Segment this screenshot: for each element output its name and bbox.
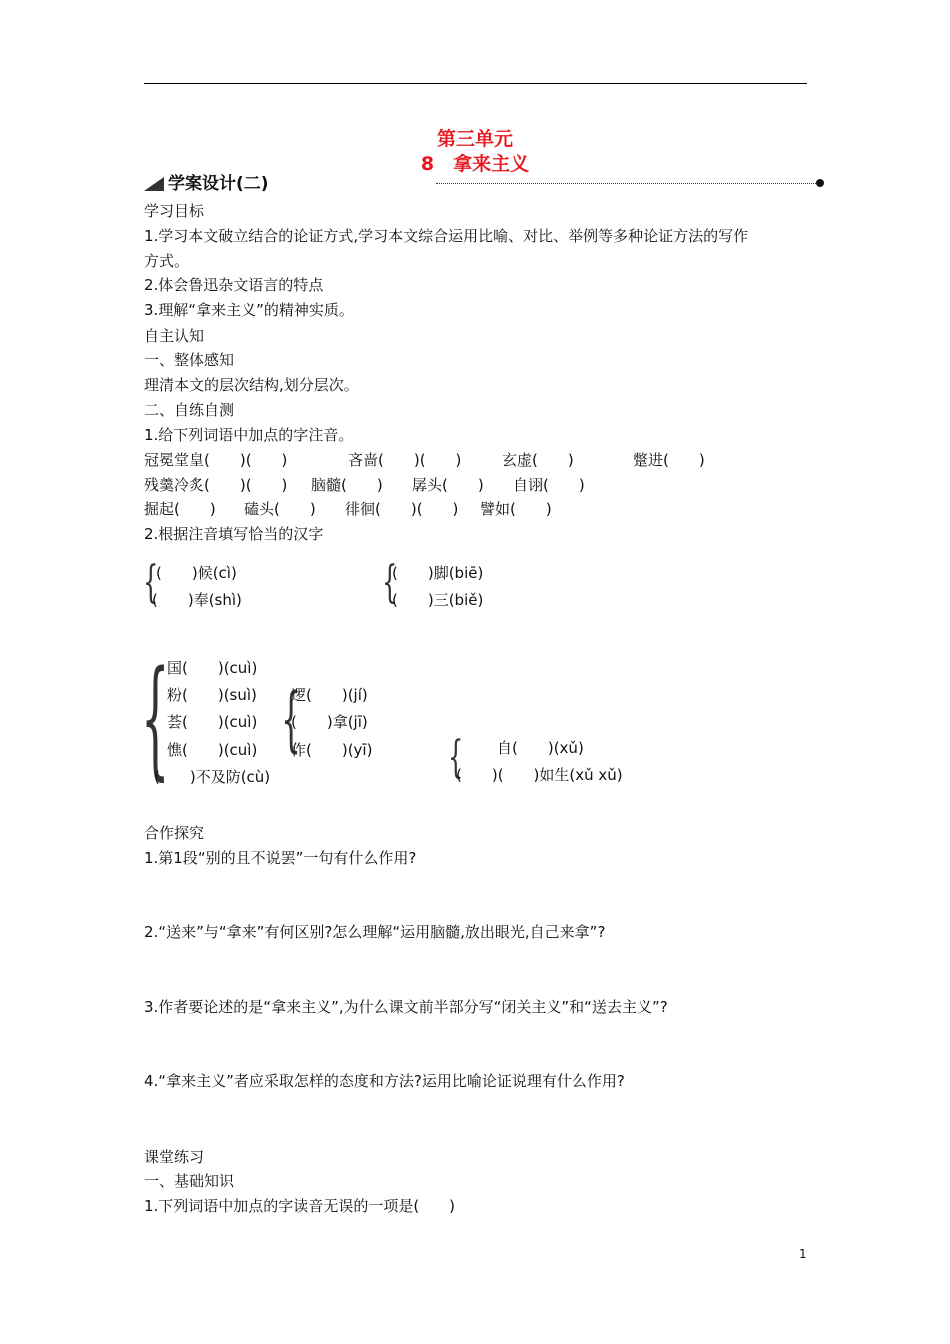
char-item: 荟( )(cuì): [167, 713, 258, 731]
char-item: 逻( )(jí): [291, 686, 368, 704]
char-item: ( )拿(jī): [291, 713, 368, 731]
char-item: ( )候(cì): [156, 564, 237, 582]
char-item: ( )奉(shì): [152, 591, 242, 609]
part1-heading: 一、整体感知: [144, 351, 235, 369]
header-rule: [144, 83, 807, 84]
pinyin-item: 冠冕堂皇( )( ): [144, 451, 288, 469]
brace: {: [448, 732, 464, 783]
page-number: 1: [799, 1247, 807, 1261]
brace: {: [141, 644, 170, 793]
pinyin-item: 孱头( ): [412, 476, 484, 494]
lesson-title: 8 拿来主义: [420, 153, 530, 175]
pinyin-item: 徘徊( )( ): [345, 500, 459, 518]
triangle-icon: [144, 177, 164, 191]
pinyin-item: 掘起( ): [144, 500, 216, 518]
cooperate-heading: 合作探究: [144, 824, 205, 842]
discussion-question: 1.第1段“别的且不说罢”一句有什么作用?: [144, 849, 417, 867]
char-item: 憔( )(cuì): [167, 741, 258, 759]
brace: {: [382, 557, 398, 608]
self-study-heading: 自主认知: [144, 327, 205, 345]
practice-part1-heading: 一、基础知识: [144, 1172, 235, 1190]
goal-item: 1.学习本文破立结合的论证方式,学习本文综合运用比喻、对比、举例等多种论证方法的写作: [144, 227, 749, 245]
question-1: 1.给下列词语中加点的字注音。: [144, 426, 354, 444]
practice-heading: 课堂练习: [144, 1148, 205, 1166]
goal-item: 3.理解“拿来主义”的精神实质。: [144, 301, 354, 319]
pinyin-item: 蹩进( ): [633, 451, 705, 469]
goal-item: 2.体会鲁迅杂文语言的特点: [144, 276, 324, 294]
char-item: 作( )(yī): [291, 741, 373, 759]
goal-item: 方式。: [144, 252, 190, 270]
char-item: ( )( )如生(xǔ xǔ): [456, 766, 623, 784]
banner-end-dot: [816, 179, 824, 187]
pinyin-item: 譬如( ): [480, 500, 552, 518]
goals-heading: 学习目标: [144, 202, 205, 220]
pinyin-item: 磕头( ): [244, 500, 316, 518]
practice-question-1: 1.下列词语中加点的字读音无误的一项是( ): [144, 1197, 456, 1215]
char-item: ( )不及防(cù): [154, 768, 271, 786]
char-item: 自( )(xǔ): [497, 739, 584, 757]
char-item: ( )脚(biē): [392, 564, 484, 582]
banner-label: 学案设计(二): [168, 174, 269, 194]
unit-title: 第三单元: [436, 128, 513, 150]
discussion-question: 2.“送来”与“拿来”有何区别?怎么理解“运用脑髓,放出眼光,自己来拿”?: [144, 923, 606, 941]
pinyin-item: 玄虚( ): [502, 451, 574, 469]
pinyin-item: 自诩( ): [513, 476, 585, 494]
char-item: 粉( )(suì): [167, 686, 257, 704]
discussion-question: 4.“拿来主义”者应采取怎样的态度和方法?运用比喻论证说理有什么作用?: [144, 1072, 625, 1090]
char-item: ( )三(biě): [392, 591, 484, 609]
part2-heading: 二、自练自测: [144, 401, 235, 419]
discussion-question: 3.作者要论述的是“拿来主义”,为什么课文前半部分写“闭关主义”和“送去主义”?: [144, 998, 668, 1016]
banner-dotted-line: [436, 183, 816, 184]
question-2: 2.根据注音填写恰当的汉字: [144, 525, 324, 543]
brace: {: [281, 678, 302, 760]
char-item: 国( )(cuì): [167, 659, 258, 677]
pinyin-item: 脑髓( ): [311, 476, 383, 494]
brace: {: [143, 557, 159, 608]
section-banner: [144, 173, 824, 195]
pinyin-item: 吝啬( )( ): [348, 451, 462, 469]
part1-text: 理清本文的层次结构,划分层次。: [144, 376, 359, 394]
pinyin-item: 残羹冷炙( )( ): [144, 476, 288, 494]
